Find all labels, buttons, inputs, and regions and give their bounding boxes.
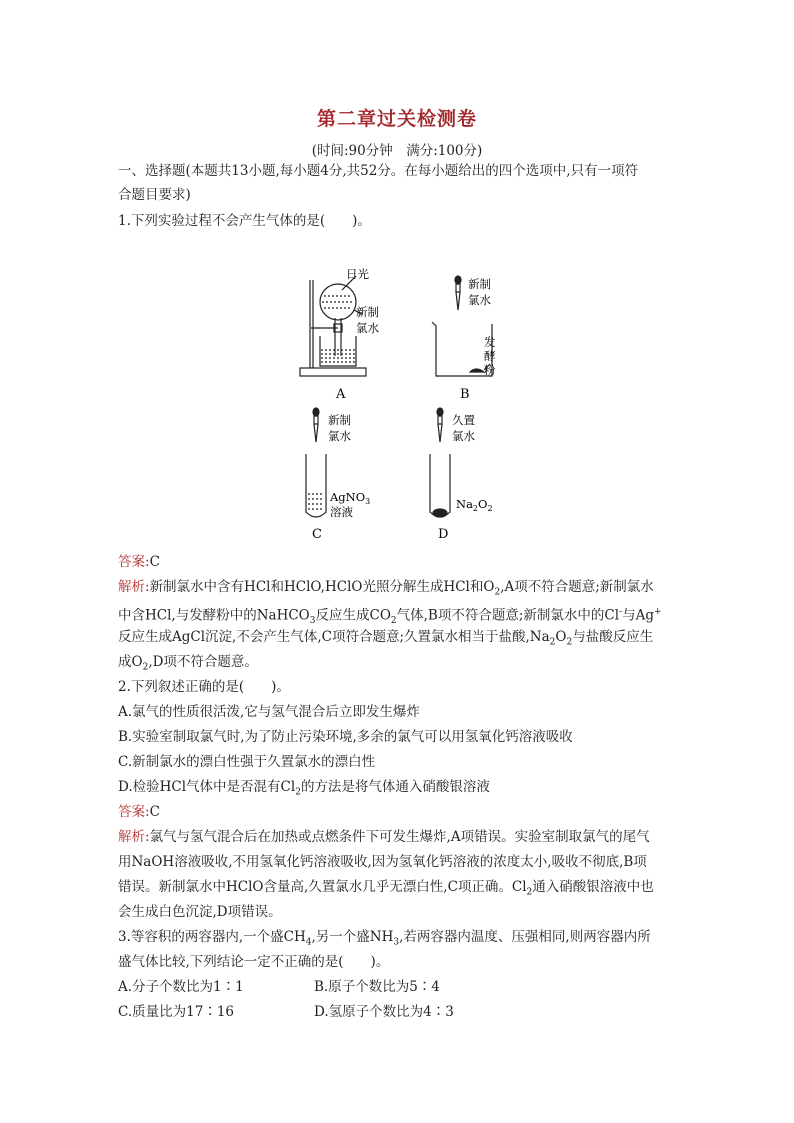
- label-a-chlorine-water: 氯水: [356, 321, 379, 335]
- label-b: B: [460, 387, 470, 402]
- label-c-chlorine-water: 氯水: [328, 429, 351, 443]
- label-d: D: [438, 527, 449, 542]
- question-3-stem-line2: 盛气体比较,下列结论一定不正确的是( )。: [118, 954, 390, 970]
- experiment-figure: [290, 258, 530, 548]
- q2-option-d: D.检验HCl气体中是否混有$Cl_2$的方法是将气体通入硝酸银溶液: [118, 779, 490, 798]
- label-d-chlorine-water: 氯水: [452, 429, 475, 443]
- apparatus-d: [430, 408, 450, 517]
- page-title: 第二章过关检测卷: [316, 108, 477, 130]
- q2-option-c: C.新制氯水的漂白性强于久置氯水的漂白性: [118, 754, 376, 770]
- q2-analysis-line2: 用NaOH溶液吸收,不用氢氧化钙溶液吸收,因为氢氧化钙溶液的浓度太小,吸收不彻底,B项: [118, 854, 647, 870]
- q2-analysis-line1: 解析:氯气与氢气混合后在加热或点燃条件下可发生爆炸,A项错误。实验室制取氯气的尾气: [118, 829, 650, 845]
- q3-option-a: A.分子个数比为1∶1: [118, 979, 244, 995]
- apparatus-b: [432, 276, 492, 376]
- label-c-fresh: 新制: [328, 413, 351, 427]
- label-d-aged: 久置: [452, 413, 475, 427]
- label-a: A: [336, 387, 346, 402]
- q1-analysis-line1: 解析:新制氯水中含有HCl和HClO,HClO光照分解生成HCl和$O_2,A$项不符合题意;新制氯水: [118, 579, 654, 598]
- q2-option-b: B.实验室制取氯气时,为了防止污染环境,多余的氯气可以用氢氧化钙溶液吸收: [118, 729, 573, 745]
- q1-analysis-line3: 反应生成AgCl沉淀,不会产生气体,C项符合题意;久置氯水相当于盐酸$,Na_2O_2$与盐酸反应生: [118, 629, 654, 648]
- q2-analysis-line3: 错误。新制氯水中HClO含量高,久置氯水几乎无漂白性,C项正确。$Cl_2$通入硝酸银溶液中也: [118, 879, 654, 898]
- q2-analysis-line4: 会生成白色沉淀,D项错误。: [118, 904, 282, 920]
- q3-option-c: C.质量比为17∶16: [118, 1004, 234, 1020]
- q3-option-b: B.原子个数比为5∶4: [314, 979, 440, 995]
- question-1-stem: 1.下列实验过程不会产生气体的是( )。: [118, 213, 371, 229]
- label-d-na2o2: $Na_2O_2$: [456, 497, 493, 513]
- question-3-stem-line1: 3.等容积的两容器内,一个盛$CH_4$,另一个盛$NH_3$,若两容器内温度、压强相同,则两容器内所: [118, 929, 651, 948]
- label-a-sunlight: 日光: [346, 267, 369, 281]
- q1-analysis-line4: 成$O_2,D$项不符合题意。: [118, 654, 258, 673]
- label-c-agno3: AgNO$_3$: [330, 490, 371, 506]
- section-heading-line2: 合题目要求): [118, 187, 191, 203]
- question-2-stem: 2.下列叙述正确的是( )。: [118, 679, 290, 695]
- q3-option-d: D.氢原子个数比为4∶3: [314, 1004, 454, 1020]
- apparatus-c: [306, 408, 326, 517]
- q2-answer: 答案:C: [118, 804, 160, 820]
- label-b-jiao: 酵: [484, 349, 496, 363]
- label-b-chlorine-water: 氯水: [468, 293, 491, 307]
- label-b-fa: 发: [484, 335, 496, 349]
- label-c-solution: 溶液: [330, 505, 353, 519]
- exam-info: (时间:90分钟 满分:100分): [311, 143, 483, 159]
- label-b-fresh: 新制: [468, 277, 491, 291]
- label-b-fen: 粉: [484, 363, 496, 377]
- section-heading-line1: 一、选择题(本题共13小题,每小题4分,共52分。在每小题给出的四个选项中,只有一项符: [118, 163, 639, 179]
- q2-option-a: A.氯气的性质很活泼,它与氢气混合后立即发生爆炸: [118, 704, 420, 720]
- label-c: C: [312, 527, 322, 542]
- q1-answer: 答案:C: [118, 554, 160, 570]
- q1-analysis-line2: 中含HCl,与发酵粉中的NaHCO$_3$反应生成$CO_2$气体,B项不符合题意;新制氯水中的Cl-与Ag+: [118, 607, 662, 627]
- label-a-fresh: 新制: [356, 305, 379, 319]
